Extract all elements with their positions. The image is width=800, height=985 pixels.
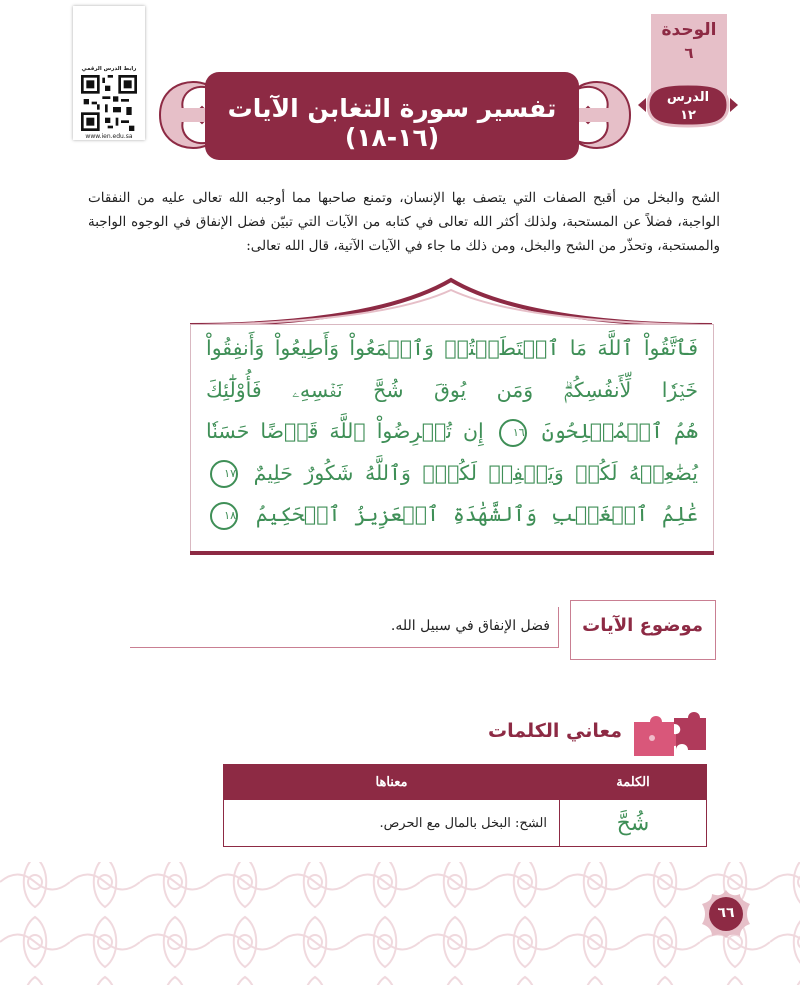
verse-number-icon: ١٦ — [499, 419, 527, 447]
puzzle-icon — [628, 708, 708, 758]
word-cell: شُحَّ — [560, 800, 707, 847]
lesson-title-banner — [205, 72, 579, 160]
lesson-badge — [638, 80, 738, 130]
quran-verses — [206, 328, 698, 536]
topic-label: موضوع الآيات — [582, 615, 703, 636]
qr-code-icon[interactable] — [81, 75, 137, 131]
page-title: تفسير سورة التغابن الآيات (١٦-١٨) — [227, 94, 557, 152]
verse-line — [206, 453, 698, 495]
meanings-table — [223, 764, 707, 847]
column-header-meaning: معناها — [224, 765, 560, 800]
verse-line — [206, 328, 698, 370]
verse-text: إِن تُقۡرِضُواْ ٱللَّهَ قَرۡضًا حَسَنٗا — [206, 419, 484, 443]
topic-label-box — [570, 600, 716, 660]
quran-frame-arch — [190, 276, 712, 326]
lesson-label: الدرس — [666, 90, 710, 105]
qr-card[interactable] — [73, 6, 145, 140]
verse-line — [206, 494, 698, 536]
meanings-heading: معاني الكلمات — [487, 720, 622, 742]
page-number-badge — [700, 888, 752, 940]
verse-text: خَيۡرٗا لِّأَنفُسِكُمۡۗ وَمَن يُوقَ شُحَّ نَفۡسِهِۦ فَأُوْلَٰٓئِكَ — [206, 377, 698, 402]
qr-url[interactable]: www.ien.edu.sa — [85, 133, 133, 140]
table-row — [224, 800, 707, 847]
qr-caption: رابط الدرس الرقمي — [81, 66, 137, 72]
verse-line — [206, 411, 698, 453]
verse-number-icon: ١٧ — [210, 460, 238, 488]
quran-bottom-line — [190, 551, 714, 555]
verse-text: فَٱتَّقُواْ ٱللَّهَ مَا ٱسۡتَطَعۡتُمۡ وَٱسۡمَعُواْ وَأَطِيعُواْ وَأَنفِقُواْ — [206, 336, 698, 360]
meaning-cell: الشح: البخل بالمال مع الحرص. — [224, 800, 560, 847]
unit-label: الوحدة — [661, 20, 717, 40]
unit-number: ٦ — [684, 44, 694, 62]
lesson-number: ١٢ — [680, 108, 696, 123]
verse-text: هُمُ ٱلۡمُفۡلِحُونَ — [541, 419, 698, 443]
verse-text: عَٰلِمُ ٱلۡغَيۡبِ وَٱلشَّهَٰدَةِ ٱلۡعَزِيزُ ٱلۡحَكِيمُ — [255, 502, 698, 526]
topic-text: فضل الإنفاق في سبيل الله. — [390, 618, 550, 634]
table-header-row — [224, 765, 707, 800]
verse-line — [206, 370, 698, 412]
bottom-ornament — [0, 852, 800, 985]
column-header-word: الكلمة — [560, 765, 707, 800]
intro-paragraph: الشح والبخل من أقبح الصفات التي يتصف بها الإنسان، وتمنع صاحبها مما أوجبه الله تعالى عليه من النفقات الواجبة، فضلاً عن المستحبة، ولذلك أكثر الله تعالى في كتابه من الآيات التي تبيّن فضل الإنفاق في الوجوه الواجبة والمستحبة، وتحذّر من الشح والبخل، ومن ذلك ما جاء في الآيات الآتية، قال الله تعالى: — [88, 190, 720, 254]
page-number: ٦٦ — [717, 905, 735, 921]
verse-text: يُضَٰعِفۡهُ لَكُمۡ وَيَغۡفِرۡ لَكُمۡۚ وَٱللَّهُ شَكُورٌ حَلِيمٌ — [253, 460, 698, 485]
verse-number-icon: ١٨ — [210, 502, 238, 530]
